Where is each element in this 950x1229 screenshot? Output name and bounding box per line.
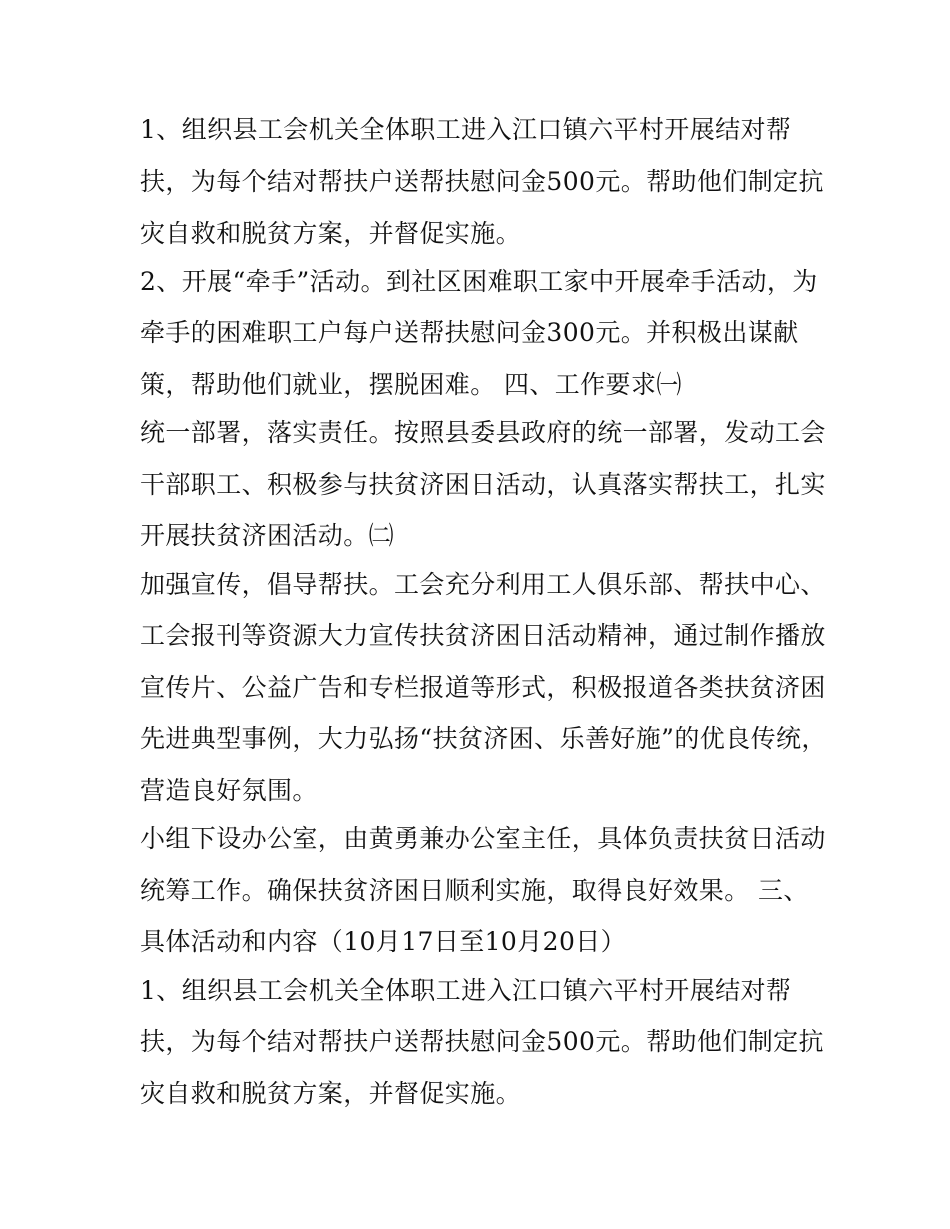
text-line: 2、开展“牵手”活动。到社区困难职工家中开展牵手活动，为: [140, 267, 818, 296]
text-line: 1、组织县工会机关全体职工进入江口镇六平村开展结对帮: [140, 976, 792, 1005]
text-line: 干部职工、积极参与扶贫济困日活动，认真落实帮扶工，扎实: [140, 470, 826, 499]
text-line: 牵手的困难职工户每户送帮扶慰问金300元。并积极出谋献: [140, 318, 799, 347]
text-line: 工会报刊等资源大力宣传扶贫济困日活动精神，通过制作播放: [140, 621, 826, 650]
text-line: 具体活动和内容（10月17日至10月20日）: [140, 927, 627, 956]
text-line: 扶，为每个结对帮扶户送帮扶慰问金500元。帮助他们制定抗: [140, 1027, 824, 1056]
text-line: 加强宣传，倡导帮扶。工会充分利用工人俱乐部、帮扶中心、: [140, 570, 826, 599]
text-line: 开展扶贫济困活动。㈡: [140, 521, 395, 550]
text-line: 灾自救和脱贫方案，并督促实施。: [140, 219, 522, 248]
text-line: 先进典型事例，大力弘扬“扶贫济困、乐善好施”的优良传统，: [140, 724, 827, 753]
text-line: 策，帮助他们就业，摆脱困难。 四、工作要求㈠: [140, 370, 682, 399]
text-line: 统筹工作。确保扶贫济困日顺利实施，取得良好效果。 三、: [140, 876, 809, 905]
text-line: 1、组织县工会机关全体职工进入江口镇六平村开展结对帮: [140, 115, 792, 144]
text-line: 小组下设办公室，由黄勇兼办公室主任，具体负责扶贫日活动: [140, 824, 826, 853]
text-line: 宣传片、公益广告和专栏报道等形式，积极报道各类扶贫济困: [140, 673, 826, 702]
text-line: 营造良好氛围。: [140, 776, 318, 805]
text-line: 扶，为每个结对帮扶户送帮扶慰问金500元。帮助他们制定抗: [140, 167, 824, 196]
text-line: 灾自救和脱贫方案，并督促实施。: [140, 1079, 522, 1108]
text-line: 统一部署，落实责任。按照县委县政府的统一部署，发动工会: [140, 418, 826, 447]
